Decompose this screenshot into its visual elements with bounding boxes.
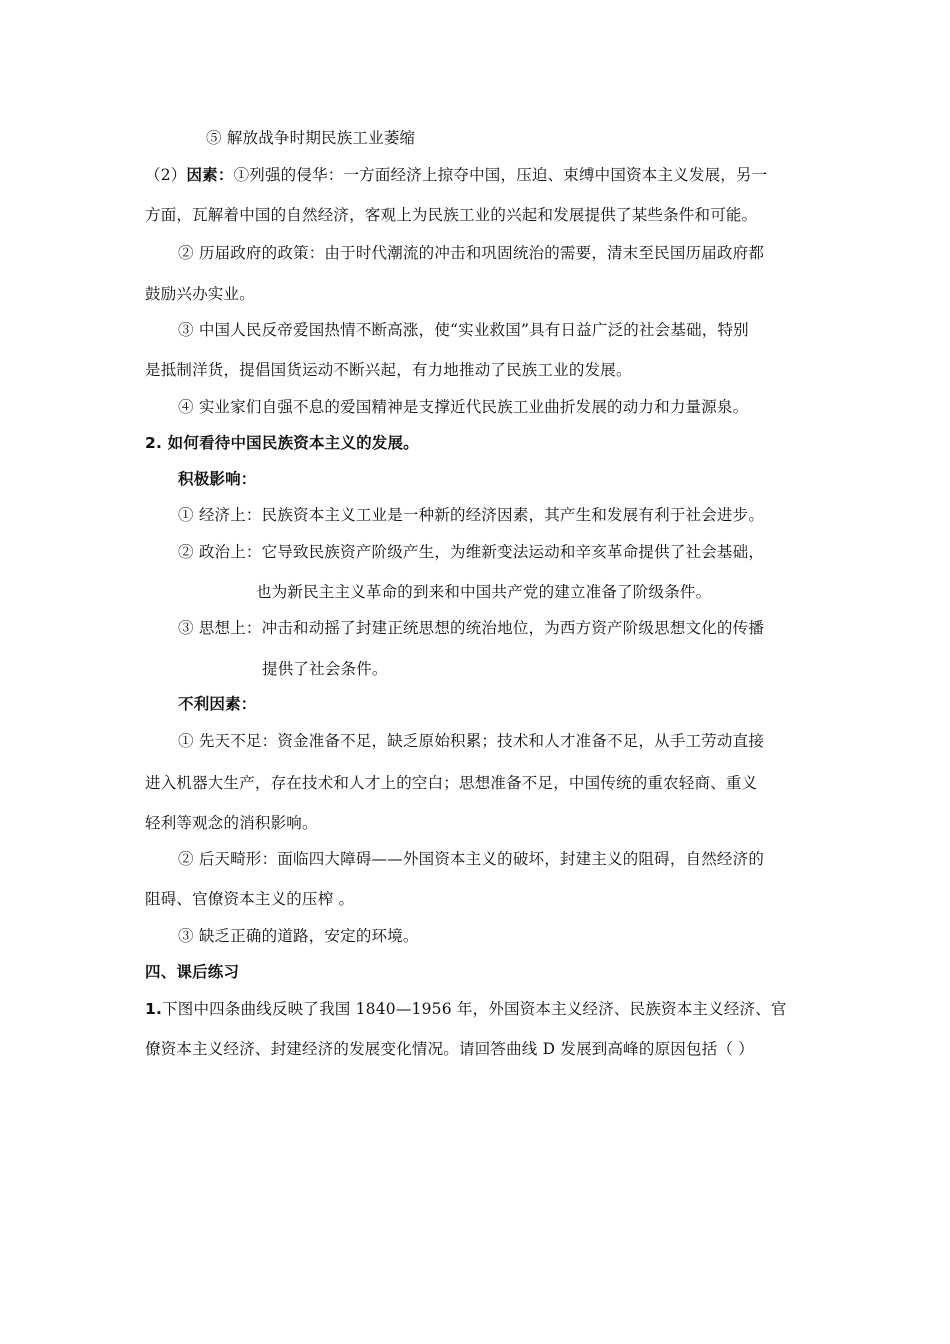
- question-1-line-1-text: 下图中四条曲线反映了我国 1840—1956 年，外国资本主义经济、民族资本主义经济、官: [162, 1000, 787, 1018]
- negative-1-line-2: 进入机器大生产，存在技术和人才上的空白；思想准备不足，中国传统的重农轻商、重义: [145, 774, 758, 792]
- factors-label: 因素：: [186, 166, 234, 184]
- negative-heading: 不利因素：: [178, 695, 257, 713]
- negative-2-line-1: ② 后天畸形：面临四大障碍——外国资本主义的破坏，封建主义的阻碍，自然经济的: [178, 850, 765, 868]
- positive-heading: 积极影响：: [178, 470, 257, 488]
- question-1-line-1: [145, 999, 787, 1019]
- positive-1: ① 经济上：民族资本主义工业是一种新的经济因素，其产生和发展有利于社会进步。: [178, 506, 765, 524]
- question-1-line-2: 僚资本主义经济、封建经济的发展变化情况。请回答曲线 D 发展到高峰的原因包括（ ）: [145, 1040, 754, 1058]
- section-2-heading: 2. 如何看待中国民族资本主义的发展。: [145, 434, 419, 452]
- factors-line-2: 方面，瓦解着中国的自然经济，客观上为民族工业的兴起和发展提供了某些条件和可能。: [145, 206, 758, 224]
- negative-1-line-3: 轻利等观念的消积影响。: [145, 814, 318, 832]
- factors-line-1-text: ①列强的侵华：一方面经济上掠夺中国，压迫、束缚中国资本主义发展，另一: [233, 166, 768, 184]
- positive-2-line-1: ② 政治上：它导致民族资产阶级产生，为维新变法运动和辛亥革命提供了社会基础，: [178, 543, 765, 561]
- negative-3: ③ 缺乏正确的道路，安定的环境。: [178, 927, 419, 945]
- positive-3-line-2: 提供了社会条件。: [262, 660, 388, 678]
- factors-prefix: （2）: [145, 166, 187, 184]
- section-4-heading: 四、课后练习: [145, 963, 240, 981]
- factor-2-line-2: 鼓励兴办实业。: [145, 285, 255, 303]
- factor-4-line-1: ④ 实业家们自强不息的爱国精神是支撑近代民族工业曲折发展的动力和力量源泉。: [178, 398, 749, 416]
- factors-line-1: [145, 165, 767, 185]
- negative-1-line-1: ① 先天不足：资金准备不足，缺乏原始积累；技术和人才准备不足，从手工劳动直接: [178, 732, 765, 750]
- positive-2-line-2: 也为新民主主义革命的到来和中国共产党的建立准备了阶级条件。: [256, 583, 712, 601]
- negative-2-line-2: 阻碍、官僚资本主义的压榨 。: [145, 890, 355, 908]
- positive-3-line-1: ③ 思想上：冲击和动摇了封建正统思想的统治地位，为西方资产阶级思想文化的传播: [178, 619, 765, 637]
- factor-3-line-2: 是抵制洋货，提倡国货运动不断兴起，有力地推动了民族工业的发展。: [145, 361, 632, 379]
- question-1-number: 1.: [145, 1000, 163, 1018]
- item-5-text: ⑤ 解放战争时期民族工业萎缩: [206, 129, 416, 147]
- factor-2-line-1: ② 历届政府的政策：由于时代潮流的冲击和巩固统治的需要，清末至民国历届政府都: [178, 244, 765, 262]
- factor-3-line-1: ③ 中国人民反帝爱国热情不断高涨，使“实业救国”具有日益广泛的社会基础，特别: [178, 321, 749, 339]
